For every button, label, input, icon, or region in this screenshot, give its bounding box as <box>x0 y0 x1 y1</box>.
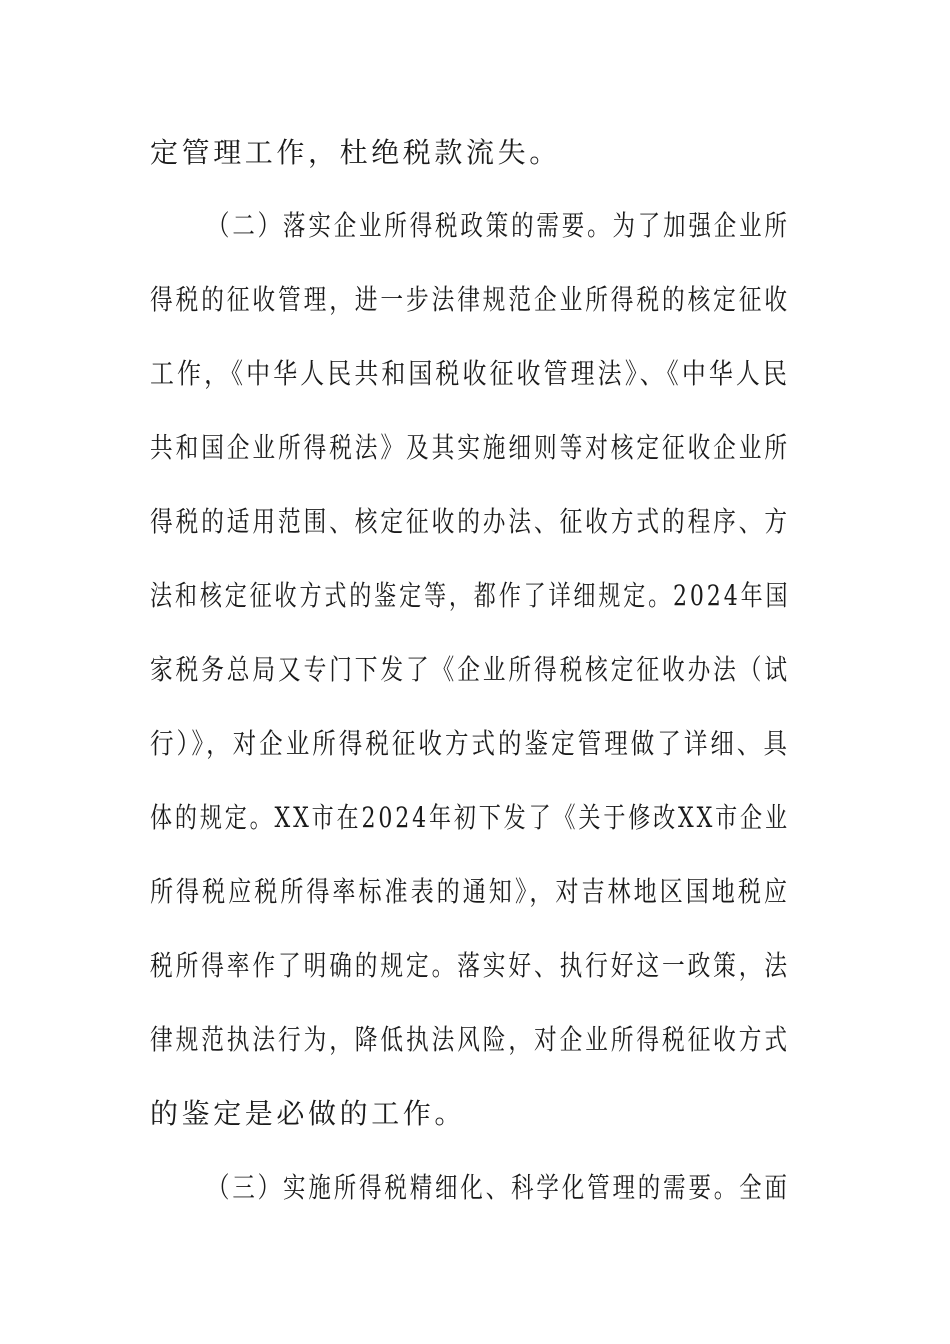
text-line: 的鉴定是必做的工作。 <box>150 1097 467 1130</box>
text-line: 工作，《中华人民共和国税收征收管理法》、《中华人民 <box>150 357 791 390</box>
text-line: 得税的征收管理，进一步法律规范企业所得税的核定征收 <box>150 283 790 316</box>
text-line: 行）》，对企业所得税征收方式的鉴定管理做了详细、具 <box>150 727 791 760</box>
text-line: 税所得率作了明确的规定。落实好、执行好这一政策，法 <box>150 949 790 982</box>
paragraph-heading-3: （三）实施所得税精细化、科学化管理的需要。全面 <box>207 1171 790 1204</box>
text-line: 定管理工作，杜绝税款流失。 <box>150 136 561 169</box>
text-line: 家税务总局又专门下发了《企业所得税核定征收办法（试 <box>150 653 790 686</box>
text-line: 所得税应税所得率标准表的通知》，对吉林地区国地税应 <box>150 875 790 908</box>
text-line: 共和国企业所得税法》及其实施细则等对核定征收企业所 <box>150 431 790 464</box>
text-line: 得税的适用范围、核定征收的办法、征收方式的程序、方 <box>150 505 790 538</box>
paragraph-heading-2: （二）落实企业所得税政策的需要。为了加强企业所 <box>207 209 790 242</box>
text-line: 法和核定征收方式的鉴定等，都作了详细规定。2024年国 <box>150 579 791 612</box>
text-line: 律规范执法行为，降低执法风险，对企业所得税征收方式 <box>150 1023 790 1056</box>
text-line: 体的规定。XX市在2024年初下发了《关于修改XX市企业 <box>150 801 790 834</box>
